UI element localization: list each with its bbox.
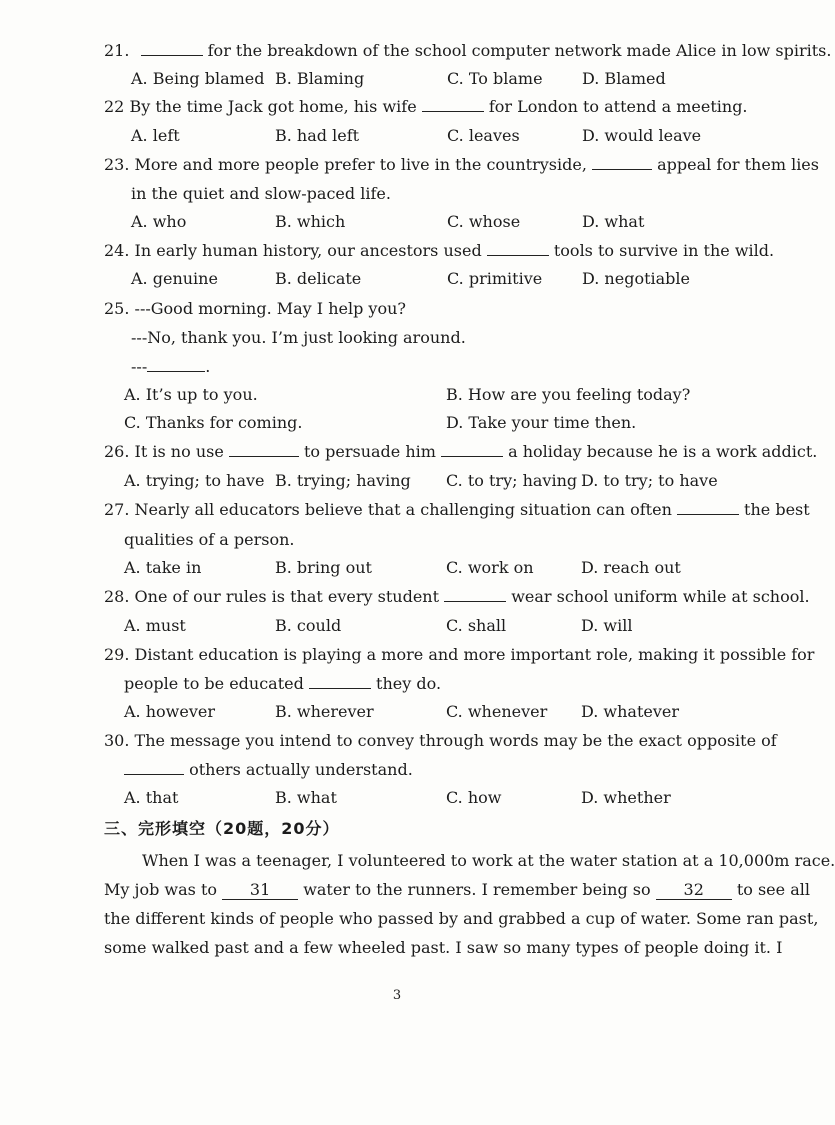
question-stem: By the time Jack got home, his wife (129, 97, 422, 116)
option-d: D. Blamed (582, 69, 666, 88)
cloze-passage (104, 846, 835, 962)
question-26 (104, 442, 818, 462)
option-c: C. primitive (447, 269, 543, 288)
answer-blank (444, 587, 506, 602)
passage-text: water to the runners. I remember being so (298, 880, 656, 899)
section-title: 三、完形填空（20题，20分） (104, 819, 340, 838)
question-22 (104, 97, 764, 117)
question-28 (104, 587, 810, 607)
option-c: C. to try; having (446, 471, 578, 490)
question-30 (104, 731, 777, 751)
option-a: A. take in (124, 558, 202, 577)
page-number: 3 (392, 988, 402, 1003)
question-stem: One of our rules is that every student (134, 587, 445, 606)
options-23 (0, 212, 794, 232)
question-24 (104, 241, 775, 261)
question-stem-end: appeal for them lies (652, 155, 819, 174)
question-stem-end: wear school uniform while at school. (506, 587, 810, 606)
question-stem: It is no use (134, 442, 229, 461)
answer-blank (124, 760, 184, 775)
passage-line-1: When I was a teenager, I volunteered to work at the water station at a 10,000m race. (142, 851, 835, 870)
option-a: A. trying; to have (124, 471, 265, 490)
cloze-blank-32: 32 (656, 881, 732, 900)
question-stem: The message you intend to convey through words may be the exact opposite of (134, 731, 777, 750)
question-29 (104, 645, 815, 665)
option-a: A. who (131, 212, 187, 231)
question-stem-end: others actually understand. (184, 760, 413, 779)
question-stem-mid: to persuade him (298, 442, 442, 461)
question-stem-line2: people to be educated (124, 674, 309, 693)
answer-blank (677, 500, 739, 515)
question-number: 21. (104, 41, 130, 60)
option-d: D. will (581, 616, 633, 635)
options-29 (0, 702, 794, 722)
question-23 (104, 155, 819, 175)
question-stem: ---Good morning. May I help you? (134, 299, 406, 318)
cloze-blank-31: 31 (222, 881, 298, 900)
option-d: D. reach out (581, 558, 681, 577)
question-stem-continued (124, 674, 441, 694)
question-stem-end: a holiday because he is a work addict. (503, 442, 818, 461)
option-b: B. delicate (275, 269, 362, 288)
question-number: 24. (104, 241, 130, 260)
option-a: A. left (131, 126, 180, 145)
option-b: B. had left (275, 126, 360, 145)
question-number: 23. (104, 155, 130, 174)
question-number: 26. (104, 442, 130, 461)
question-stem-end: tools to survive in the wild. (548, 241, 775, 260)
options-25-row-1 (0, 385, 794, 405)
options-24 (0, 269, 794, 289)
option-b: B. trying; having (275, 471, 411, 490)
option-a: A. that (124, 788, 179, 807)
option-d: D. would leave (582, 126, 702, 145)
question-number: 29. (104, 645, 130, 664)
passage-line-4: some walked past and a few wheeled past. I saw so many types of people doing it. I (104, 938, 783, 957)
question-stem: More and more people prefer to live in the countryside, (134, 155, 592, 174)
question-stem-continued: qualities of a person. (124, 530, 295, 549)
option-d: D. whatever (581, 702, 680, 721)
question-stem-end: the best (738, 500, 810, 519)
option-a: A. Being blamed (131, 69, 265, 88)
option-d: D. whether (581, 788, 671, 807)
passage-line-3: the different kinds of people who passed by and grabbed a cup of water. Some ran past, (104, 909, 819, 928)
question-number: 30. (104, 731, 130, 750)
option-c: C. shall (446, 616, 507, 635)
option-c: C. whose (447, 212, 521, 231)
question-25 (104, 299, 764, 319)
question-stem-continued: in the quiet and slow-paced life. (131, 184, 391, 203)
option-a: A. must (124, 616, 186, 635)
option-d: D. Take your time then. (446, 413, 637, 432)
options-21 (0, 69, 794, 89)
options-25-row-2 (0, 413, 794, 433)
answer-blank-2 (441, 442, 503, 457)
question-number: 25. (104, 299, 130, 318)
option-b: B. which (275, 212, 346, 231)
option-c: C. whenever (446, 702, 548, 721)
dialogue-line-3: --- . (131, 357, 211, 376)
question-stem-end: for London to attend a meeting. (483, 97, 748, 116)
dialogue-line-2: ---No, thank you. I’m just looking around. (131, 328, 466, 347)
option-a: A. however (124, 702, 215, 721)
question-number: 28. (104, 587, 130, 606)
option-d: D. negotiable (582, 269, 690, 288)
question-stem: Nearly all educators believe that a challenging situation can often (134, 500, 677, 519)
option-a: A. genuine (131, 269, 218, 288)
option-b: B. bring out (275, 558, 372, 577)
question-27 (104, 500, 810, 520)
options-28 (0, 616, 794, 636)
options-27 (0, 558, 794, 578)
question-stem: for the breakdown of the school computer network made Alice in low spirits. (202, 41, 832, 60)
question-21 (104, 41, 832, 61)
answer-blank (147, 357, 205, 372)
option-b: B. How are you feeling today? (446, 385, 691, 404)
option-d: D. what (582, 212, 645, 231)
option-b: B. wherever (275, 702, 374, 721)
option-c: C. how (446, 788, 502, 807)
option-b: B. could (275, 616, 342, 635)
question-stem-end: they do. (370, 674, 442, 693)
option-c: C. work on (446, 558, 534, 577)
answer-blank (592, 155, 652, 170)
answer-blank (141, 41, 203, 56)
dialogue-dash: --- (131, 357, 148, 376)
answer-blank-1 (229, 442, 299, 457)
passage-text: to see all (731, 880, 810, 899)
passage-text: My job was to (104, 880, 223, 899)
option-c: C. Thanks for coming. (124, 413, 303, 432)
question-stem: Distant education is playing a more and more important role, making it possible for (134, 645, 815, 664)
question-stem: In early human history, our ancestors used (134, 241, 487, 260)
answer-blank (422, 97, 484, 112)
options-26 (0, 471, 794, 491)
option-c: C. To blame (447, 69, 543, 88)
option-b: B. Blaming (275, 69, 365, 88)
answer-blank (487, 241, 549, 256)
options-22 (0, 126, 794, 146)
option-b: B. what (275, 788, 337, 807)
passage-line-2 (104, 875, 810, 904)
question-number: 22 (104, 97, 125, 116)
question-number: 27. (104, 500, 130, 519)
answer-blank (309, 674, 371, 689)
options-30 (0, 788, 794, 808)
option-d: D. to try; to have (581, 471, 718, 490)
option-c: C. leaves (447, 126, 520, 145)
question-stem-continued (124, 760, 413, 780)
option-a: A. It’s up to you. (124, 385, 258, 404)
